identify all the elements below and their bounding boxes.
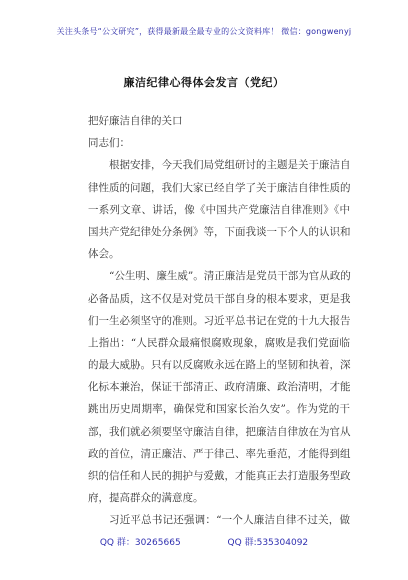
body-line: 习近平总书记还强调：“一个人廉洁自律不过关，做 [109, 514, 350, 527]
body-line: 同志们： [88, 137, 130, 150]
document-body [88, 110, 350, 532]
footer-contact [0, 535, 408, 548]
body-line: “公生明、廉生威”。清正廉洁是党员干部为官从政的 [109, 270, 351, 283]
body-line: 国共产党纪律处分条例》等，下面我谈一下个人的认识和 [88, 225, 351, 238]
body-line: 的最大威胁。只有以反腐败永远在路上的坚韧和执着，深 [88, 359, 351, 372]
footer-qq-group-1: QQ 群：30265665 [99, 538, 181, 548]
body-line: 一系列文章、讲话，像《中国共产党廉洁自律准则》《中 [88, 203, 350, 216]
body-line: 必备品质，这不仅是对党员干部自身的根本要求，更是我 [88, 292, 351, 305]
body-line: 部，我们就必须要坚守廉洁自律，把廉洁自律放在为官从 [88, 425, 351, 438]
body-line: 府，提高群众的满意度。 [88, 492, 204, 505]
body-line: 律性质的问题，我们大家已经自学了关于廉洁自律性质的 [88, 181, 351, 194]
body-line: 们一生必须坚守的准则。习近平总书记在党的十九大报告 [88, 314, 351, 327]
body-line: 政的首位，清正廉洁、严于律己、率先垂范，才能得到组 [88, 447, 351, 460]
header-promo-note: 关注头条号“公文研究”，获得最新最全最专业的公文资料库！ 微信：gongwenyj [56, 27, 352, 36]
body-line: 体会。 [88, 248, 120, 261]
body-line: 织的信任和人民的拥护与爱戴，才能真正去打造服务型政 [88, 470, 351, 482]
document-title: 廉洁纪律心得体会发言（党纪） [123, 76, 285, 89]
body-line: 把好廉洁自律的关口 [88, 115, 183, 127]
body-line: 跳出历史周期率，确保党和国家长治久安”。作为党的干 [88, 403, 350, 416]
footer-qq-group-2: QQ 群:535304092 [227, 538, 309, 548]
body-line: 上指出：“人民群众最痛恨腐败现象，腐败是我们党面临 [88, 336, 350, 349]
body-line: 根据安排，今天我们局党组研讨的主题是关于廉洁自 [109, 159, 351, 172]
body-line: 化标本兼治，保证干部清正、政府清廉、政治清明，才能 [88, 381, 351, 394]
